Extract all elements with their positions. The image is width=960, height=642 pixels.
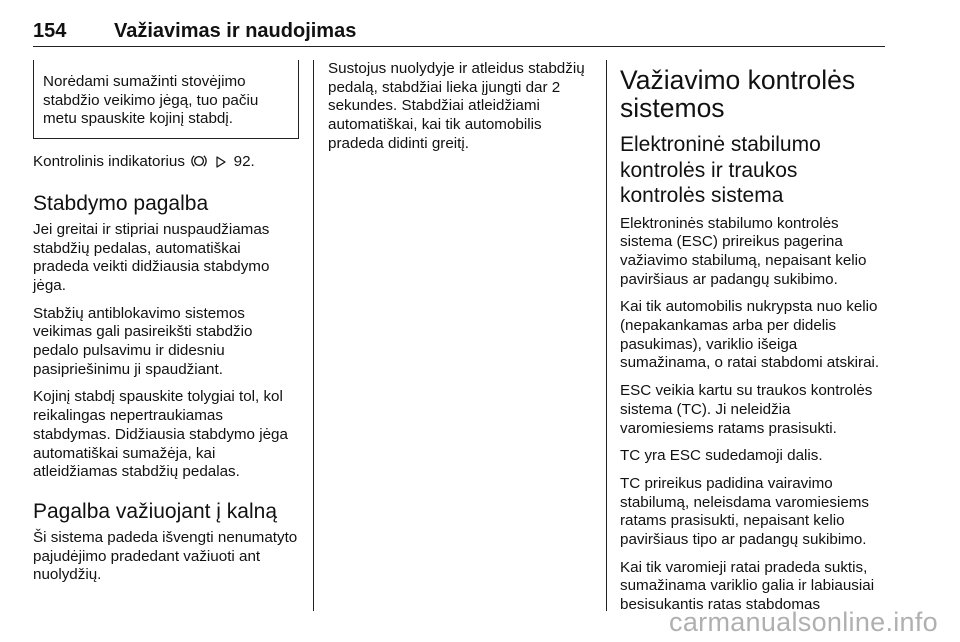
indicator-label: Kontrolinis indikatorius xyxy=(33,153,185,171)
paragraph: TC prireikus padidina vairavimo stabilumą, neleisdama varomiesiems ratams prasisukti, nepaisant kelio paviršiaus tipo ar padangų sukibimo. xyxy=(620,474,870,549)
column-1 xyxy=(33,60,299,594)
column-divider xyxy=(606,60,607,611)
section-heading-hill-start-assist: Pagalba važiuojant į kalną xyxy=(33,499,278,523)
watermark: carmanualsonline.info xyxy=(669,607,938,637)
paragraph: Kai tik automobilis nukrypsta nuo kelio (nepakankamas arba per didelis pasukimas), variklio išeiga sumažinama, o ratai stabdomi atskirai. xyxy=(620,298,880,372)
paragraph: Kai tik varomieji ratai pradeda suktis, sumažinama variklio galia ir labiausiai besisukantis ratas stabdomas xyxy=(620,558,875,614)
indicator-reference xyxy=(33,153,299,174)
column-2 xyxy=(328,60,594,163)
page-reference-number[interactable]: 92. xyxy=(233,153,255,171)
paragraph: Jei greitai ir stipriai nuspaudžiamas stabdžių pedalas, automatiškai pradeda veikti didžiausia stabdymo jėga. xyxy=(33,220,270,294)
column-divider xyxy=(313,60,314,611)
main-heading-driving-control-systems: Važiavimo kontrolės sistemos xyxy=(620,65,856,123)
header-title: Važiavimas ir naudojimas xyxy=(114,20,357,42)
brake-warning-icon xyxy=(191,154,207,174)
column-3 xyxy=(620,60,886,624)
paragraph: Stabžių antiblokavimo sistemos veikimas gali pasireikšti stabdžio pedalo pulsavimu ir didesniu pasipriešinimu ji spaudžiant. xyxy=(33,304,253,378)
page-number: 154 xyxy=(33,20,67,42)
paragraph: Elektroninės stabilumo kontrolės sistema (ESC) prireikus pagerina važiavimo stabilumą, nepaisant kelio paviršiaus ar padangų sukibimo. xyxy=(620,214,867,288)
page-header xyxy=(33,18,885,47)
paragraph: Kojinį stabdį spauskite tolygiai tol, kol reikalingas nepertraukiamas stabdymas. Didžiausia stabdymo jėga automatiškai sumažėja, kai atleidžiamas stabdžių pedalas. xyxy=(33,388,288,481)
section-heading-braking-assist: Stabdymo pagalba xyxy=(33,191,209,215)
note-text: Norėdami sumažinti stovėjimo stabdžio veikimo jėgą, tuo pačiu metu spauskite kojinį stabdį. xyxy=(43,73,259,128)
note-box xyxy=(33,60,299,139)
sub-heading-esc-tc: Elektroninė stabilumo kontrolės ir traukos kontrolės sistema xyxy=(620,133,821,207)
page-reference-arrow-icon[interactable] xyxy=(215,155,227,174)
paragraph: ESC veikia kartu su traukos kontrolės sistema (TC). Ji neleidžia varomiesiems ratams prasisukti. xyxy=(620,382,873,437)
paragraph: Sustojus nuolydyje ir atleidus stabdžių pedalą, stabdžiai lieka įjungti dar 2 sekundes. Stabdžiai atleidžiami automatiškai, kai tik automobilis pradeda didinti greitį. xyxy=(328,60,585,152)
paragraph: TC yra ESC sudedamoji dalis. xyxy=(620,447,823,465)
paragraph: Ši sistema padeda išvengti nenumatyto pajudėjimo pradedant važiuoti ant nuolydžių. xyxy=(33,528,298,584)
